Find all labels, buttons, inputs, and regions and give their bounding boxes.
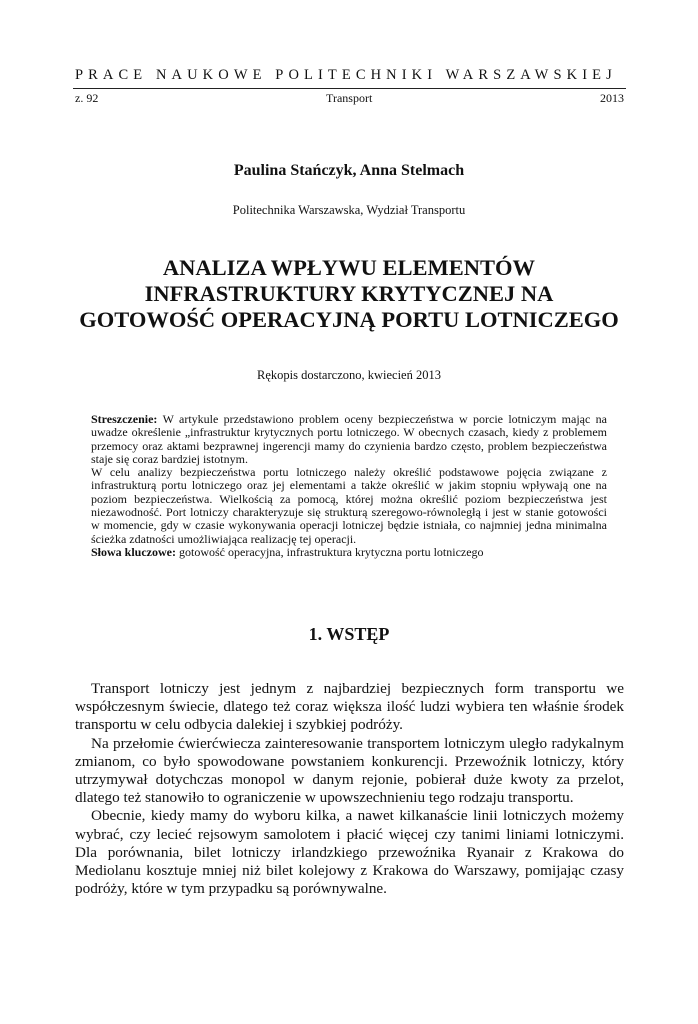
- affiliation: Politechnika Warszawska, Wydział Transportu: [232, 203, 466, 217]
- keywords-text: gotowość operacyjna, infrastruktura krytyczna portu lotniczego: [179, 544, 484, 559]
- article-title: [60, 255, 638, 333]
- body-paragraph: Transport lotniczy jest jednym z najbardziej bezpiecznych form transportu we współczesnym świecie, dlatego też coraz większa ilość ludzi wybiera ten właśnie środek transportu w celu odbycia dalekiej i szybkiej podróży.: [75, 680, 624, 734]
- received-date: Rękopis dostarczono, kwiecień 2013: [257, 368, 441, 382]
- abstract-text: W artykule przedstawiono problem oceny bezpieczeństwa w porcie lotniczym mając na uwadze określenie „infrastruktur krytycznych portu lotniczego. W obecnych czasach, kiedy z problemem przemocy oraz aktami bezprawnej ingerencji mamy do czynienia bardzo często, problem bezpieczeństwa staje się coraz bardziej istotnym.: [91, 412, 607, 466]
- keywords-label: Słowa kluczowe:: [91, 544, 176, 559]
- series-name: Transport: [326, 91, 373, 105]
- header-meta: [75, 91, 624, 106]
- title-line: ANALIZA WPŁYWU ELEMENTÓW: [162, 255, 536, 280]
- section-body: [75, 680, 624, 898]
- title-line: GOTOWOŚĆ OPERACYJNĄ PORTU LOTNICZEGO: [79, 307, 619, 332]
- abstract-paragraph: W celu analizy bezpieczeństwa portu lotniczego należy określić podstawowe pojęcia związane z infrastrukturą portu lotniczego oraz jej elementami a także określić w jakim stopniu wpływają one na poziom bezpieczeństwa. Wielkością za pomocą, której można określić poziom bezpieczeństwa jest niezawodność. Port lotniczy charakteryzuje się strukturą szeregowo-równoległą i jest w stanie gotowości w momencie, gdy w czasie wykonywania operacji lotniczej będzie istniała, co najmniej jedna minimalna ścieżka zdatności umożliwiająca realizację tej operacji.: [91, 465, 607, 546]
- header-rule: [73, 88, 626, 89]
- keywords: [91, 546, 607, 559]
- body-paragraph: Obecnie, kiedy mamy do wyboru kilka, a nawet kilkanaście linii lotniczych możemy wybrać, czy lecieć rejsowym samolotem i płacić więcej czy tanimi liniami lotniczymi. Dla porównania, bilet lotniczy irlandzkiego przewoźnika Ryanair z Krakowa do Mediolanu kosztuje mniej niż bilet kolejowy z Krakowa do Warszawy, pomijając czasy podróży, które w tym przypadku są porównywalne.: [75, 807, 624, 898]
- body-paragraph: Na przełomie ćwierćwiecza zainteresowanie transportem lotniczym uległo radykalnym zmianom, co było spowodowane powstaniem konkurencji. Przewoźnik lotniczy, który utrzymywał dotychczas monopol w danym rejonie, pobierał duże kwoty za przelot, dlatego też stanowiło to ograniczenie w upowszechnieniu tego rodzaju transportu.: [75, 734, 624, 807]
- abstract-label: Streszczenie:: [91, 412, 158, 426]
- issue-number: z. 92: [75, 91, 99, 105]
- section-heading: 1. WSTĘP: [308, 624, 390, 644]
- abstract: [91, 413, 607, 559]
- abstract-paragraph: [91, 413, 607, 466]
- publication-year: 2013: [600, 91, 624, 105]
- journal-title: PRACE NAUKOWE POLITECHNIKI WARSZAWSKIEJ: [75, 67, 617, 83]
- authors: Paulina Stańczyk, Anna Stelmach: [233, 162, 465, 179]
- title-line: INFRASTRUKTURY KRYTYCZNEJ NA: [144, 281, 554, 306]
